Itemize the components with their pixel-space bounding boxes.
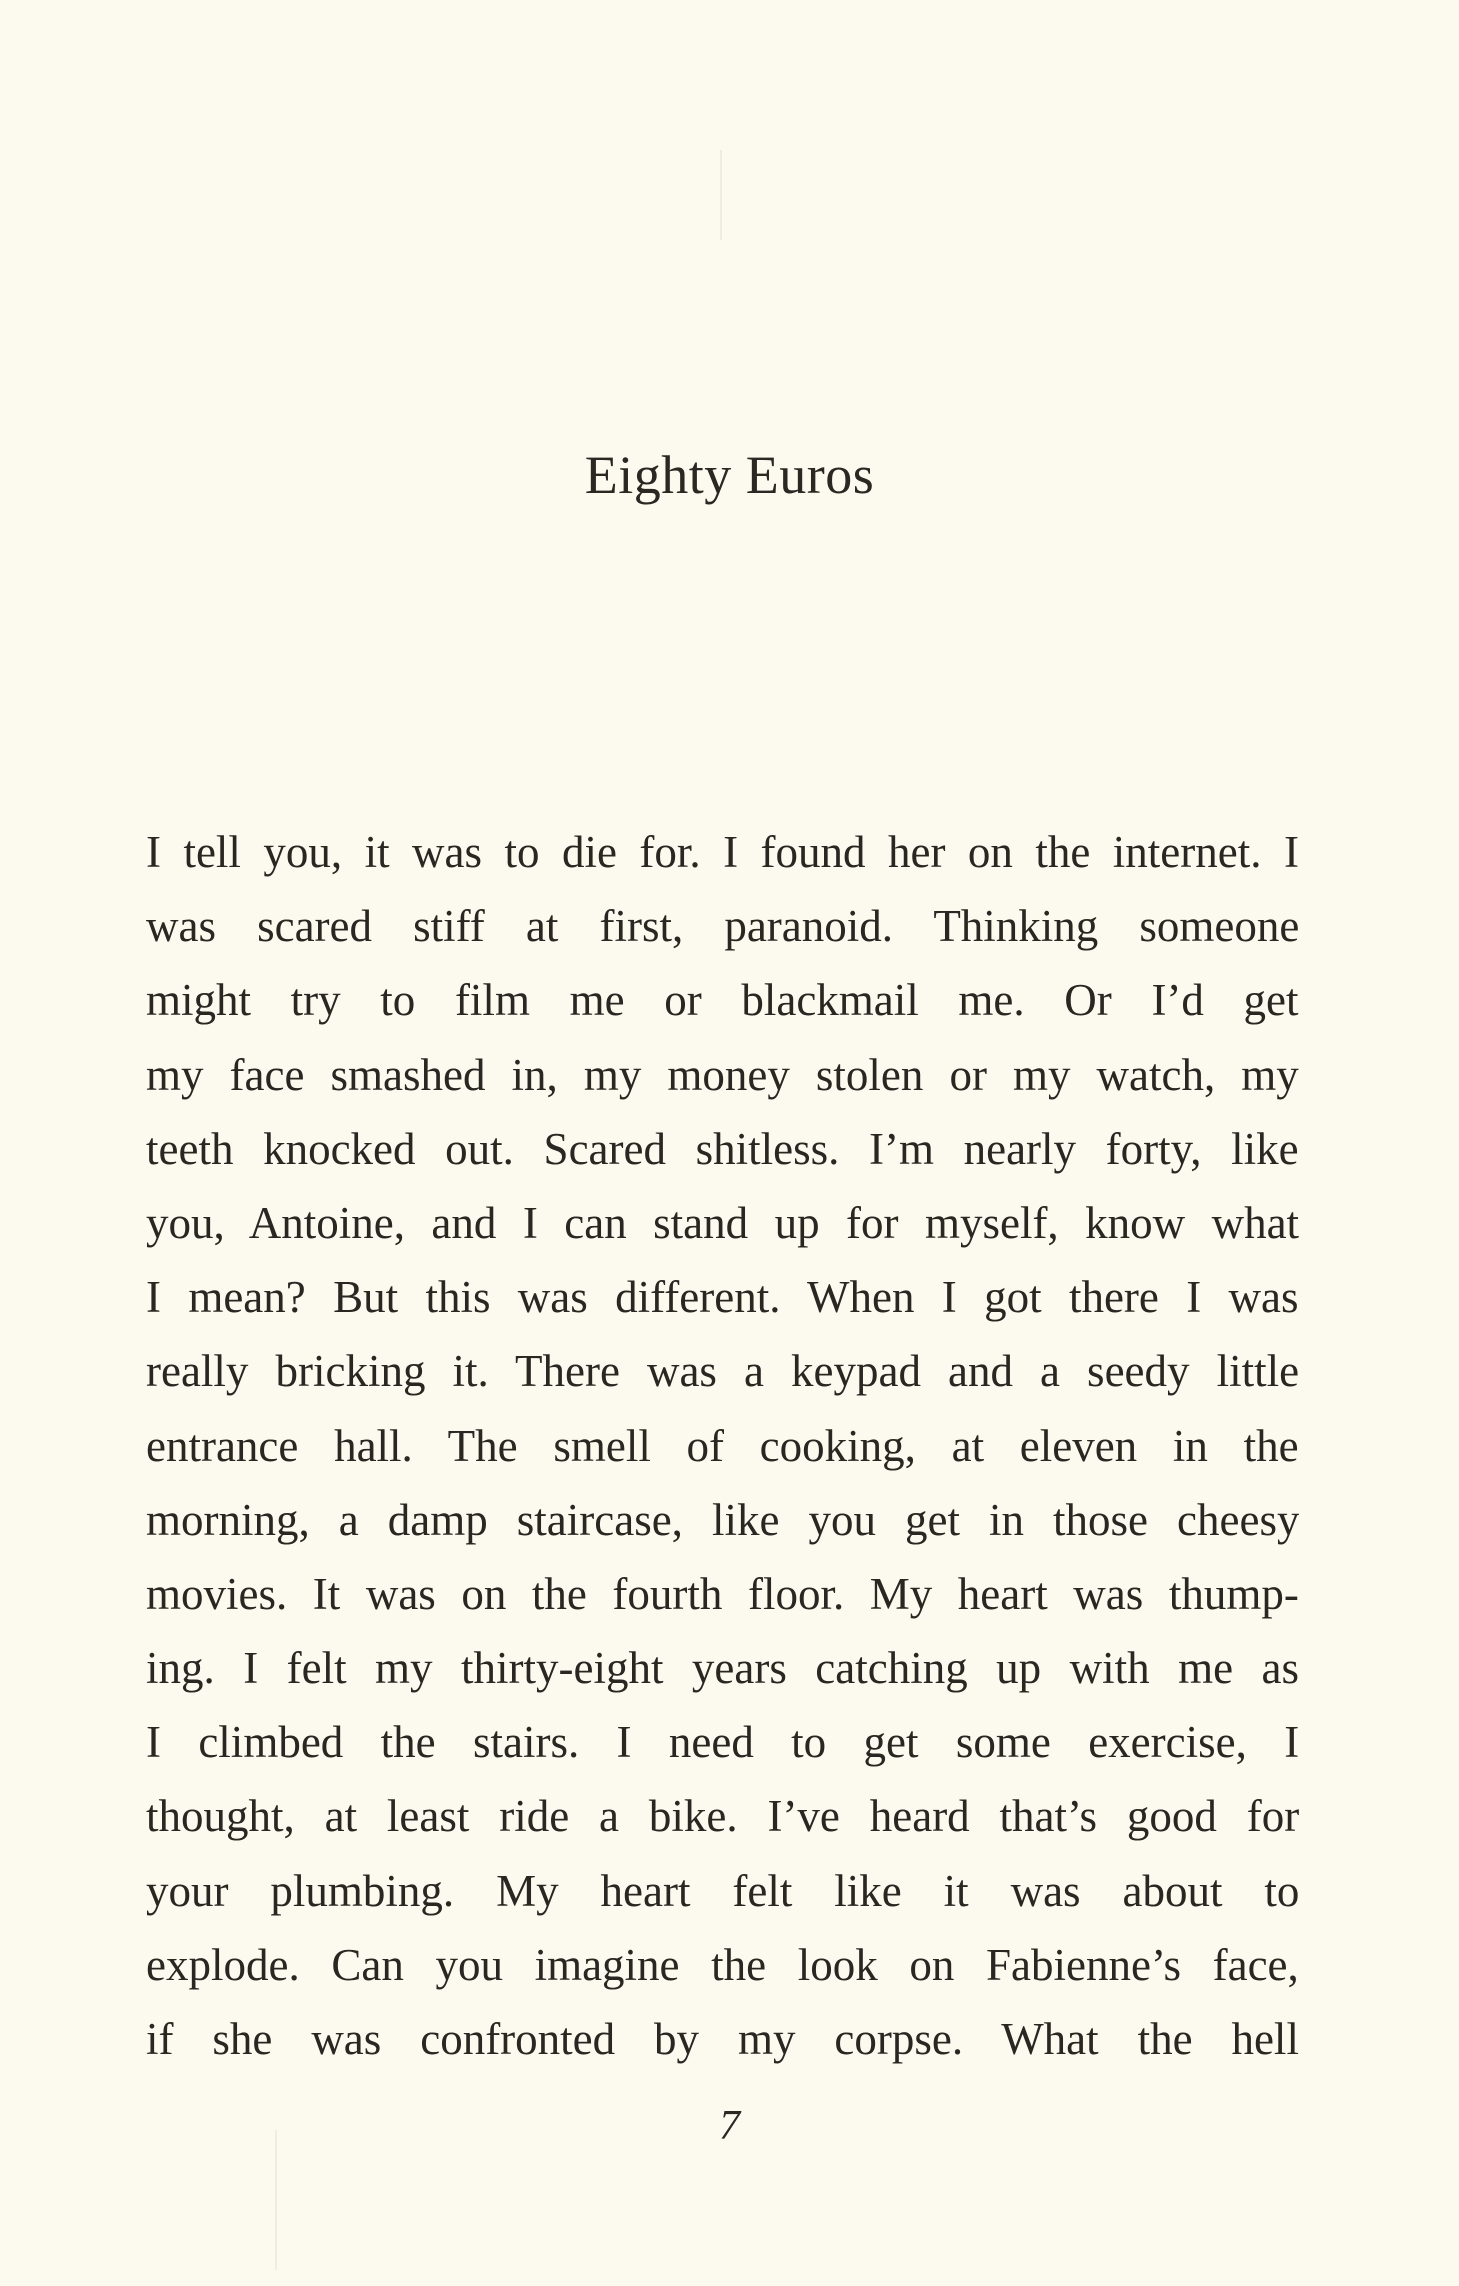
text-line: might try to film me or blackmail me. Or I’d get: [146, 975, 1299, 1026]
scan-artifact: [720, 150, 722, 240]
text-line: I mean? But this was different. When I got there I was: [146, 1272, 1299, 1323]
text-line: you, Antoine, and I can stand up for myself, know what: [146, 1197, 1299, 1248]
text-line: teeth knocked out. Scared shitless. I’m nearly forty, like: [146, 1123, 1299, 1174]
text-line: morning, a damp staircase, like you get in those cheesy: [146, 1494, 1299, 1545]
text-line: if she was confronted by my corpse. What the hell: [146, 2014, 1299, 2064]
text-line: I climbed the stairs. I need to get some exercise, I: [146, 1717, 1299, 1768]
text-line: was scared stiff at first, paranoid. Thinking someone: [146, 901, 1299, 952]
text-line: movies. It was on the fourth floor. My heart was thump-: [146, 1568, 1299, 1619]
text-line: thought, at least ride a bike. I’ve heard that’s good for: [146, 1791, 1299, 1842]
text-line: really bricking it. There was a keypad and a seedy little: [146, 1346, 1299, 1397]
page-number: 7: [719, 2103, 740, 2149]
text-line: explode. Can you imagine the look on Fabienne’s face,: [146, 1939, 1299, 1990]
text-line: your plumbing. My heart felt like it was about to: [146, 1865, 1299, 1916]
text-line: my face smashed in, my money stolen or my watch, my: [146, 1049, 1299, 1100]
text-line: entrance hall. The smell of cooking, at eleven in the: [146, 1420, 1299, 1471]
chapter-title: Eighty Euros: [584, 445, 875, 505]
text-line: I tell you, it was to die for. I found her on the internet. I: [146, 827, 1299, 877]
body-text: [146, 815, 1299, 2076]
text-line: ing. I felt my thirty-eight years catching up with me as: [146, 1643, 1299, 1694]
